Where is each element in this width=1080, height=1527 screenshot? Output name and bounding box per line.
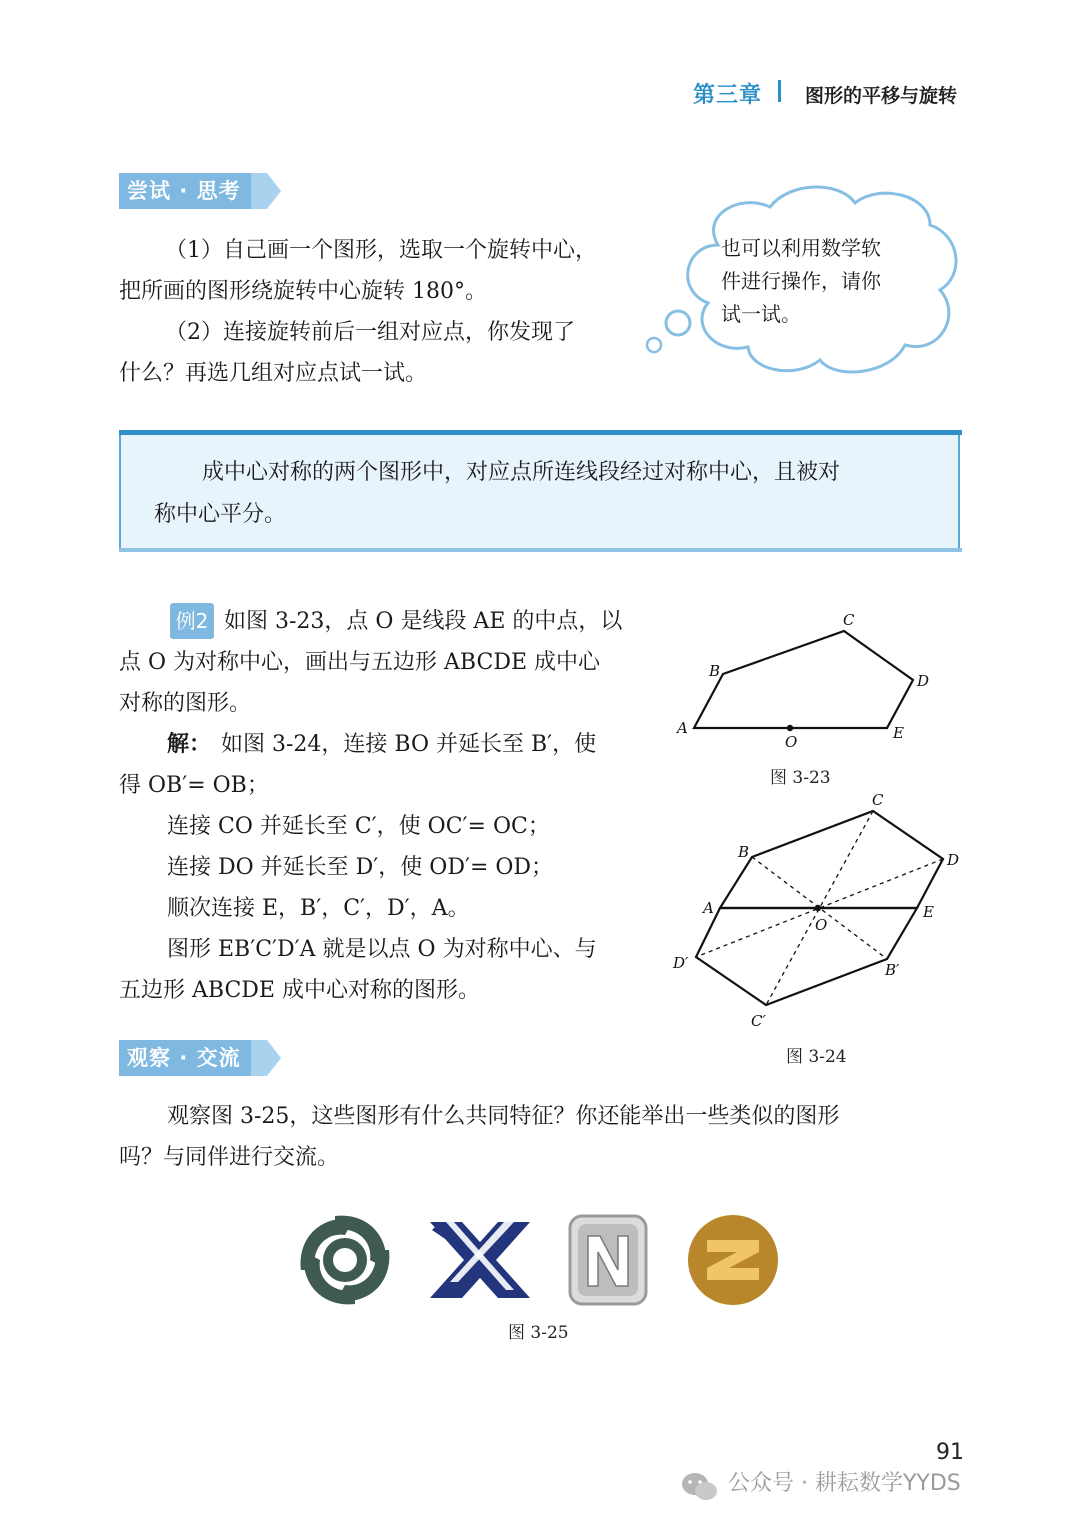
wechat-icon: [680, 1470, 720, 1504]
paragraph-1b: 把所画的图形绕旋转中心旋转 180°。: [119, 279, 487, 304]
page-number: 91: [936, 1440, 964, 1465]
solution-line-6: 图形 EB′C′D′A 就是以点 O 为对称中心、与: [167, 937, 597, 962]
solution-line-5: 顺次连接 E，B′，C′，D′，A。: [167, 896, 470, 921]
figure-3-25-caption: 图 3-25: [508, 1323, 569, 1343]
box-top-bar: [119, 430, 962, 435]
watermark: 公众号 · 耕耘数学YYDS: [728, 1471, 961, 1496]
point-O: [815, 905, 821, 911]
chapter-label: 第三章: [693, 83, 763, 108]
z-logo: [688, 1215, 778, 1305]
n-logo: [570, 1216, 646, 1304]
label-D: D: [947, 851, 960, 869]
label-C: C: [843, 611, 855, 629]
header-divider: [778, 80, 781, 102]
x-logo: [430, 1222, 530, 1298]
example-line-3: 对称的图形。: [119, 691, 252, 716]
swirl-logo: [301, 1216, 390, 1305]
key-conclusion-text: [154, 452, 934, 536]
section-tag-try-think: [119, 173, 241, 209]
observe-line-1: 观察图 3-25，这些图形有什么共同特征？你还能举出一些类似的图形: [167, 1104, 840, 1129]
label-B: B: [709, 662, 721, 680]
cloud-hint: [721, 232, 921, 331]
section-tag-label: 观察 · 交流: [127, 1046, 241, 1070]
figure-3-24: [665, 785, 965, 1035]
box-bottom-bar: [119, 548, 962, 552]
section-tag-label: 尝试 · 思考: [127, 179, 241, 203]
paragraph-2b: 什么？再选几组对应点试一试。: [119, 361, 428, 386]
label-O: O: [815, 916, 828, 934]
solution-tag: 解：: [167, 731, 212, 757]
label-A: A: [703, 899, 714, 917]
example-badge: 例2: [170, 603, 214, 639]
section-tag-observe-discuss: [119, 1040, 241, 1076]
label-O: O: [785, 733, 798, 751]
chapter-title: 图形的平移与旋转: [805, 85, 958, 107]
figure-3-23-caption: 图 3-23: [770, 768, 831, 788]
label-C-prime: C′: [751, 1012, 766, 1030]
cloud-line: 件进行操作，请你: [721, 269, 881, 293]
label-D-prime: D′: [673, 954, 689, 972]
pentagon-ABCDE: [720, 811, 943, 908]
cloud-line: 也可以利用数学软: [721, 236, 881, 260]
example-line-1: 如图 3-23，点 O 是线段 AE 的中点，以: [224, 609, 623, 634]
solution-line-7: 五边形 ABCDE 成中心对称的图形。: [119, 978, 480, 1003]
cloud-line: 试一试。: [721, 302, 801, 326]
pentagon-EBCDA-image: [696, 908, 917, 1005]
figure-3-25: [295, 1210, 795, 1310]
example-line-2: 点 O 为对称中心，画出与五边形 ABCDE 成中心: [119, 650, 601, 675]
solution-line-4: 连接 DO 并延长至 D′，使 OD′= OD；: [167, 855, 554, 880]
figure-3-23: [665, 600, 955, 760]
figure-3-24-caption: 图 3-24: [786, 1047, 847, 1067]
solution-line-3: 连接 CO 并延长至 C′，使 OC′= OC；: [167, 814, 550, 839]
solution-line-2: 得 OB′= OB；: [119, 773, 269, 798]
label-B: B: [738, 843, 750, 861]
try-think-text: [119, 230, 649, 394]
solution-line-1: 如图 3-24，连接 BO 并延长至 B′，使: [221, 732, 597, 757]
pentagon-ABCDE: [694, 631, 913, 728]
label-C: C: [872, 791, 884, 809]
paragraph-2a: （2）连接旋转前后一组对应点，你发现了: [165, 320, 575, 345]
key-line-1: 成中心对称的两个图形中，对应点所连线段经过对称中心，且被对: [202, 460, 841, 485]
label-A: A: [677, 719, 688, 737]
paragraph-1a: （1）自己画一个图形，选取一个旋转中心，: [165, 238, 597, 263]
observe-line-2: 吗？与同伴进行交流。: [119, 1145, 340, 1170]
point-O: [787, 725, 793, 731]
label-B-prime: B′: [885, 961, 900, 979]
key-line-2: 称中心平分。: [154, 502, 287, 527]
label-E: E: [893, 724, 904, 742]
solution-label: [167, 724, 211, 765]
label-D: D: [917, 672, 930, 690]
label-E: E: [923, 903, 934, 921]
